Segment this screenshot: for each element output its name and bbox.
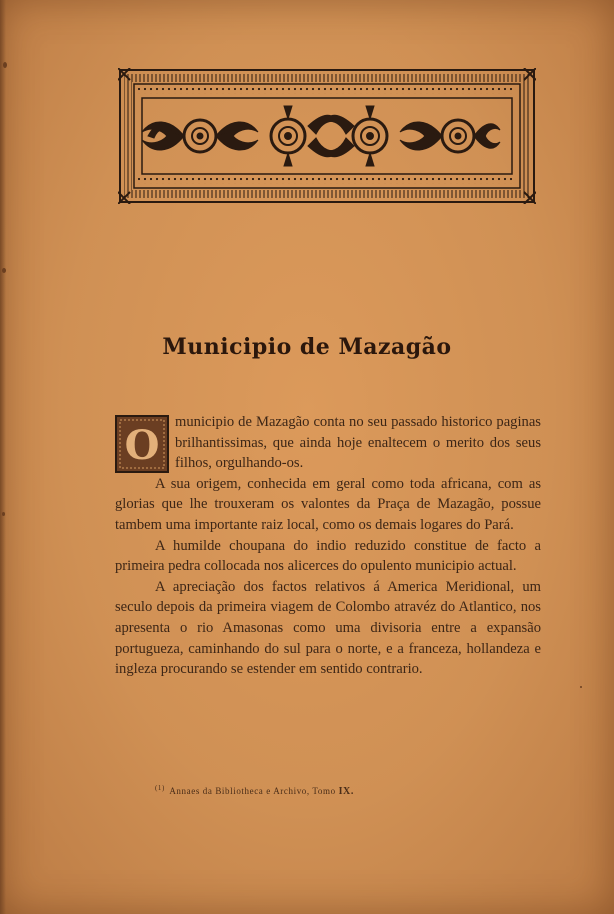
footnote bbox=[155, 784, 354, 797]
footnote-volume: IX. bbox=[338, 786, 354, 797]
paper-speck bbox=[3, 62, 7, 68]
paper-speck bbox=[2, 268, 6, 273]
footnote-text: Annaes da Bibliotheca e Archivo, Tomo bbox=[169, 786, 336, 796]
paragraph-3: A humilde choupana do indio reduzido constitue de facto a primeira pedra collocada nos alicerces do opulento municipio actual. bbox=[115, 537, 541, 575]
paper-speck bbox=[580, 686, 582, 688]
paragraph-text: municipio de Mazagão conta no seu passado historico paginas brilhantissimas, que ainda hoje enaltecem o merito dos seus filhos, orgulhando-os. bbox=[175, 414, 541, 472]
page-title: Municipio de Mazagão bbox=[162, 334, 452, 360]
header-ornament bbox=[118, 68, 536, 204]
drop-cap-letter: O bbox=[124, 422, 160, 469]
paragraph-2: A sua origem, conhecida em geral como toda africana, com as glorias que lhe trouxeram os valontes da Praça de Mazagão, possue tambem uma importante raiz local, como os demais logares do Pará. bbox=[115, 475, 541, 533]
page-edge-shadow bbox=[0, 0, 6, 914]
article-body bbox=[115, 412, 541, 680]
paragraph-1 bbox=[115, 412, 541, 474]
paragraph-4: A apreciação dos factos relativos á America Meridional, um seculo depois da primeira viagem de Colombo atravéz do Atlantico, nos apresenta o rio Amasonas como uma divisoria entre a expansão portugueza, caminhando do sul para o norte, e a franceza, hollandeza e ingleza procurando se estender em sentido contrario. bbox=[115, 578, 541, 678]
paper-speck bbox=[2, 512, 5, 516]
drop-cap-icon bbox=[115, 415, 169, 473]
footnote-number: (1) bbox=[155, 784, 165, 792]
